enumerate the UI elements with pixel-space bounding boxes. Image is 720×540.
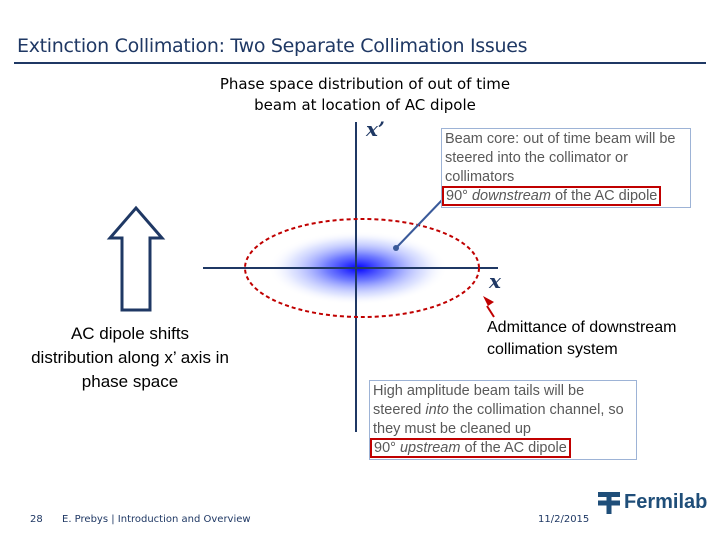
up-arrow (110, 208, 162, 310)
ac-dipole-caption: AC dipole shifts distribution along x’ axis in phase space (31, 324, 229, 391)
beam-core-emph: downstream (471, 188, 551, 204)
tails-angle: 90° (374, 440, 396, 456)
slide-number: 28 (30, 514, 43, 525)
tails-rest: of the AC dipole (464, 440, 567, 456)
fermilab-icon (598, 492, 620, 514)
y-axis-label: x’ (366, 117, 385, 141)
tails-emph-into: into (425, 402, 449, 418)
fermilab-wordmark: Fermilab (624, 491, 708, 513)
tails-highlight (370, 438, 571, 458)
admittance-pointer (487, 306, 494, 317)
x-axis-label: x (489, 269, 501, 293)
slide-title: Extinction Collimation: Two Separate Collimation Issues (17, 35, 528, 57)
beam-core-angle: 90° (446, 188, 468, 204)
beam-tails-callout (369, 380, 637, 460)
footer-date: 11/2/2015 (538, 514, 590, 525)
beam-core-callout (441, 128, 691, 208)
tails-emph: upstream (399, 440, 461, 456)
beam-core-rest: of the AC dipole (554, 188, 658, 204)
tails-text-pre: High amplitude beam tails will be steered (373, 383, 585, 418)
admittance-pointer-head (483, 296, 494, 306)
beam-core-pointer-dot (393, 245, 399, 251)
tails-text-post: the collimation channel, so they must be cleaned up (373, 402, 624, 437)
beam-core-text: Beam core: out of time beam will be steered into the collimator or collimators (445, 131, 676, 185)
footer-author: E. Prebys | Introduction and Overview (62, 514, 251, 525)
phase-space-caption: Phase space distribution of out of time beam at location of AC dipole (219, 75, 511, 114)
fermilab-logo (598, 491, 707, 514)
beam-core-highlight (442, 186, 661, 206)
admittance-caption: Admittance of downstream collimation system (487, 319, 677, 358)
